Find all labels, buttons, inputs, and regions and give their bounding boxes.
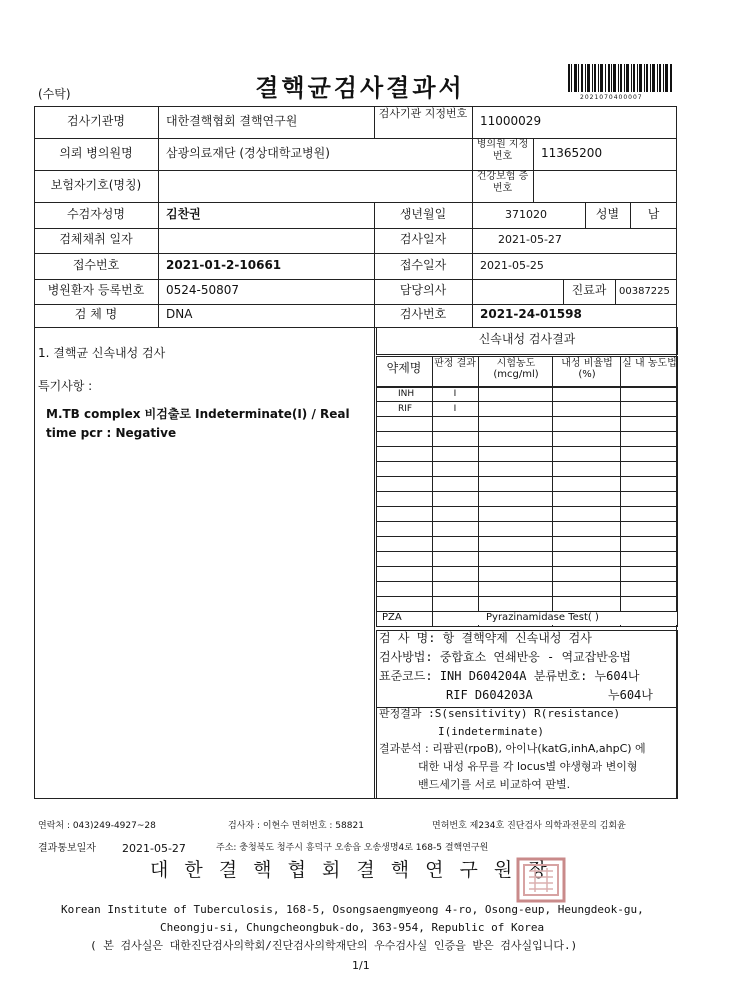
col-ratio: 내성 비율법(%) bbox=[561, 358, 613, 380]
barcode bbox=[568, 64, 672, 96]
col-concentration: 시험농도 (mcg/ml) bbox=[493, 358, 539, 380]
method-line-1: 검 사 명: 항 결핵약제 신속내성 검사 bbox=[379, 631, 592, 645]
section-title: 1. 결핵균 신속내성 검사 bbox=[38, 346, 166, 360]
receipt-date-value: 2021-05-25 bbox=[480, 259, 544, 272]
inspection-org-no-label: 검사기관 지정번호 bbox=[378, 107, 468, 120]
drug-inh: INH bbox=[398, 389, 415, 399]
method-line-2: 검사방법: 중합효소 연쇄반응 - 역교잡반응법 bbox=[379, 650, 632, 664]
birth-label: 생년월일 bbox=[399, 207, 447, 221]
col-drug: 약제명 bbox=[386, 361, 422, 375]
col-conc-method: 실 내 농도법 bbox=[622, 358, 677, 369]
notify-date-value: 2021-05-27 bbox=[122, 842, 186, 855]
insurer-label: 보험자기호(명칭) bbox=[50, 178, 142, 192]
sex-label: 성별 bbox=[595, 207, 620, 221]
test-date-value: 2021-05-27 bbox=[498, 233, 562, 246]
test-no-label: 검사번호 bbox=[399, 307, 447, 321]
specimen-value: DNA bbox=[166, 307, 193, 321]
test-no-value: 2021-24-01598 bbox=[480, 307, 582, 321]
method-line-3: 표준코드: INH D604204A 분류번호: 누604나 bbox=[379, 669, 640, 683]
remarks-line-2: time pcr : Negative bbox=[46, 426, 177, 440]
inspection-org-no-value: 11000029 bbox=[480, 114, 542, 128]
test-date-label: 검사일자 bbox=[399, 232, 447, 246]
notify-date-label: 결과통보일자 bbox=[38, 843, 96, 854]
receipt-date-label: 접수일자 bbox=[399, 258, 447, 272]
accession-value: 2021-01-2-10661 bbox=[166, 258, 282, 272]
hospital-patient-value: 0524-50807 bbox=[166, 283, 240, 297]
judge-line-1: 판정결과 :S(sensitivity) R(resistance) bbox=[379, 707, 621, 720]
hospital-no-label: 병의원 지정번호 bbox=[476, 139, 529, 162]
analysis-line-3: 밴드세기를 서로 비교하여 판별. bbox=[418, 778, 571, 791]
insurance-no-label: 건강보험 증번호 bbox=[476, 171, 529, 194]
receipt-label: (수탁) bbox=[38, 87, 71, 101]
analysis-line-2: 대한 내성 유무를 각 locus별 야생형과 변이형 bbox=[418, 760, 638, 773]
footer-license: 면허번호 제234호 진단검사 의학과전문의 김회윤 bbox=[432, 821, 626, 831]
dept-label: 진료과 bbox=[571, 283, 607, 297]
result-inh: I bbox=[453, 389, 457, 399]
patient-name-value: 김찬권 bbox=[166, 207, 201, 221]
request-hospital-value: 삼광의료재단 (경상대학교병원) bbox=[166, 146, 330, 160]
drug-rif: RIF bbox=[398, 404, 413, 414]
hospital-no-value: 11365200 bbox=[541, 146, 603, 160]
remarks-label: 특기사항 : bbox=[38, 379, 93, 393]
analysis-line-1: 결과분석 : 리팜핀(rpoB), 아이나(katG,inhA,ahpC) 에 bbox=[379, 742, 646, 755]
dept-value: 00387225 bbox=[619, 286, 670, 297]
accession-label: 접수번호 bbox=[72, 258, 120, 272]
specimen-label: 검 체 명 bbox=[74, 307, 118, 321]
org-name-en: Korean Institute of Tuberculosis, 168-5, Osongsaengmyeong 4-ro, Osong-eup, Heungdeok-gu, bbox=[61, 903, 644, 916]
birth-value: 371020 bbox=[505, 208, 547, 221]
inspection-org-value: 대한결핵협회 결핵연구원 bbox=[166, 114, 298, 128]
address-en: Cheongju-si, Chungcheongbuk-do, 363-954, Republic of Korea bbox=[160, 921, 545, 934]
address-kr: 주소: 충청북도 청주시 흥덕구 오송읍 오송생명4로 168-5 결핵연구원 bbox=[216, 843, 489, 853]
pza-label: PZA bbox=[382, 612, 402, 623]
result-rif: I bbox=[453, 404, 457, 414]
specimen-date-label: 검체채취 일자 bbox=[59, 232, 133, 246]
hospital-patient-label: 병원환자 등록번호 bbox=[47, 283, 145, 297]
footer-inspector: 검사자 : 이현수 면허번호 : 58821 bbox=[228, 821, 364, 831]
footer-phone: 연락처 : 043)249-4927~28 bbox=[38, 821, 156, 831]
certification-note: ( 본 검사실은 대한진단검사의학회/진단검사의학재단의 우수검사실 인증을 받은 검사실입니다.) bbox=[90, 939, 578, 952]
result-table-title: 신속내성 검사결과 bbox=[478, 332, 576, 346]
inspection-org-label: 검사기관명 bbox=[67, 114, 125, 128]
patient-name-label: 수검자성명 bbox=[67, 207, 125, 221]
barcode-number: 2021070400007 bbox=[580, 94, 643, 101]
doctor-label: 담당의사 bbox=[399, 283, 447, 297]
judge-line-2: I(indeterminate) bbox=[438, 725, 544, 738]
request-hospital-label: 의뢰 병의원명 bbox=[59, 146, 133, 160]
org-name-kr: 대 한 결 핵 협 회 결 핵 연 구 원 장 bbox=[150, 859, 552, 881]
pza-value: Pyrazinamidase Test( ) bbox=[486, 612, 599, 623]
sex-value: 남 bbox=[647, 207, 660, 221]
official-seal bbox=[515, 856, 567, 904]
document-title: 결핵균검사결과서 bbox=[255, 74, 465, 102]
remarks-line-1: M.TB complex 비검출로 Indeterminate(I) / Real bbox=[46, 407, 350, 421]
method-line-4b: 누604나 bbox=[608, 688, 653, 702]
method-line-4: RIF D604203A bbox=[446, 688, 533, 702]
page-number: 1/1 bbox=[352, 959, 370, 972]
col-result: 판정 결과 bbox=[434, 358, 476, 369]
